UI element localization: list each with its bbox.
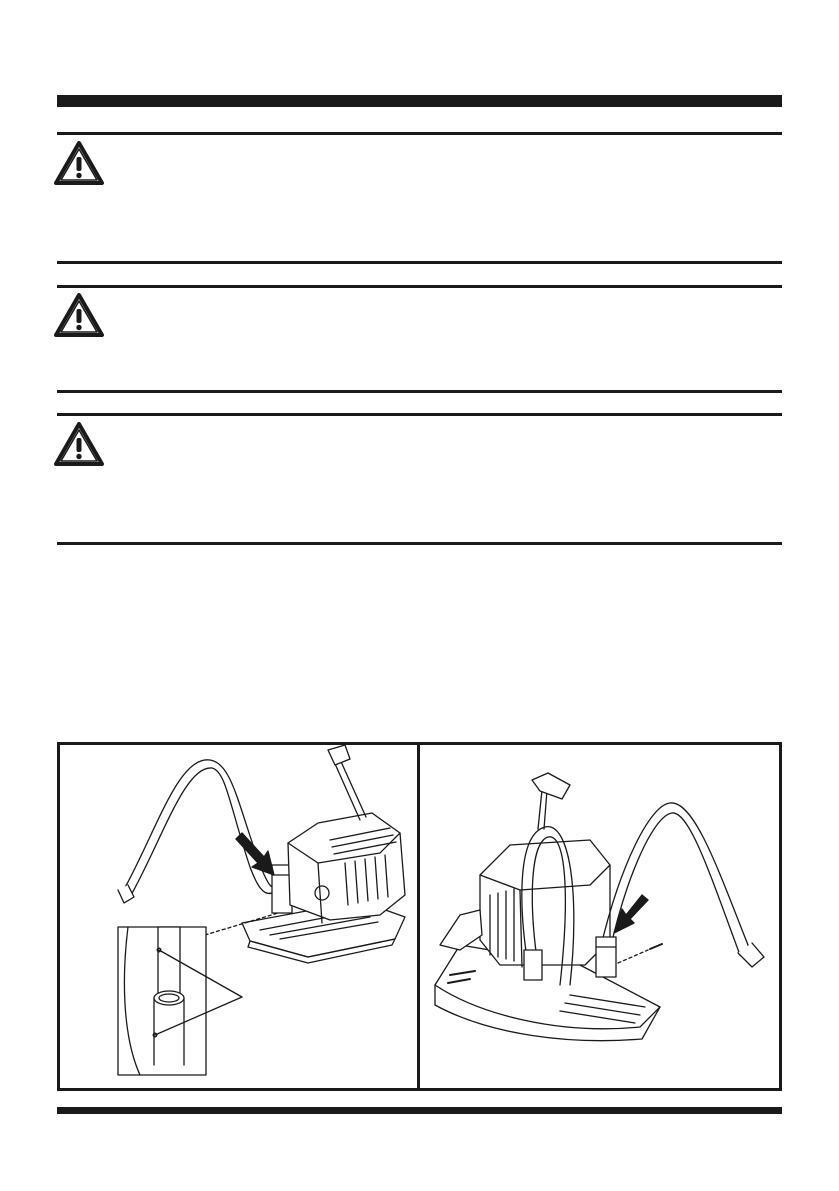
warning-3-bottom-rule xyxy=(57,542,782,545)
assembly-illustration-left xyxy=(60,745,417,1088)
warning-1-bottom-rule xyxy=(57,261,782,264)
warning-1-top-rule xyxy=(57,132,782,135)
warning-triangle-icon xyxy=(53,292,105,338)
warning-triangle-icon xyxy=(53,140,105,186)
warning-triangle-icon xyxy=(53,421,105,467)
footer-bar xyxy=(57,1107,782,1114)
warning-2-bottom-rule xyxy=(57,390,782,393)
assembly-illustration-right xyxy=(420,745,779,1088)
warning-2-top-rule xyxy=(57,285,782,288)
warning-3-top-rule xyxy=(57,413,782,416)
header-bar xyxy=(57,95,782,107)
